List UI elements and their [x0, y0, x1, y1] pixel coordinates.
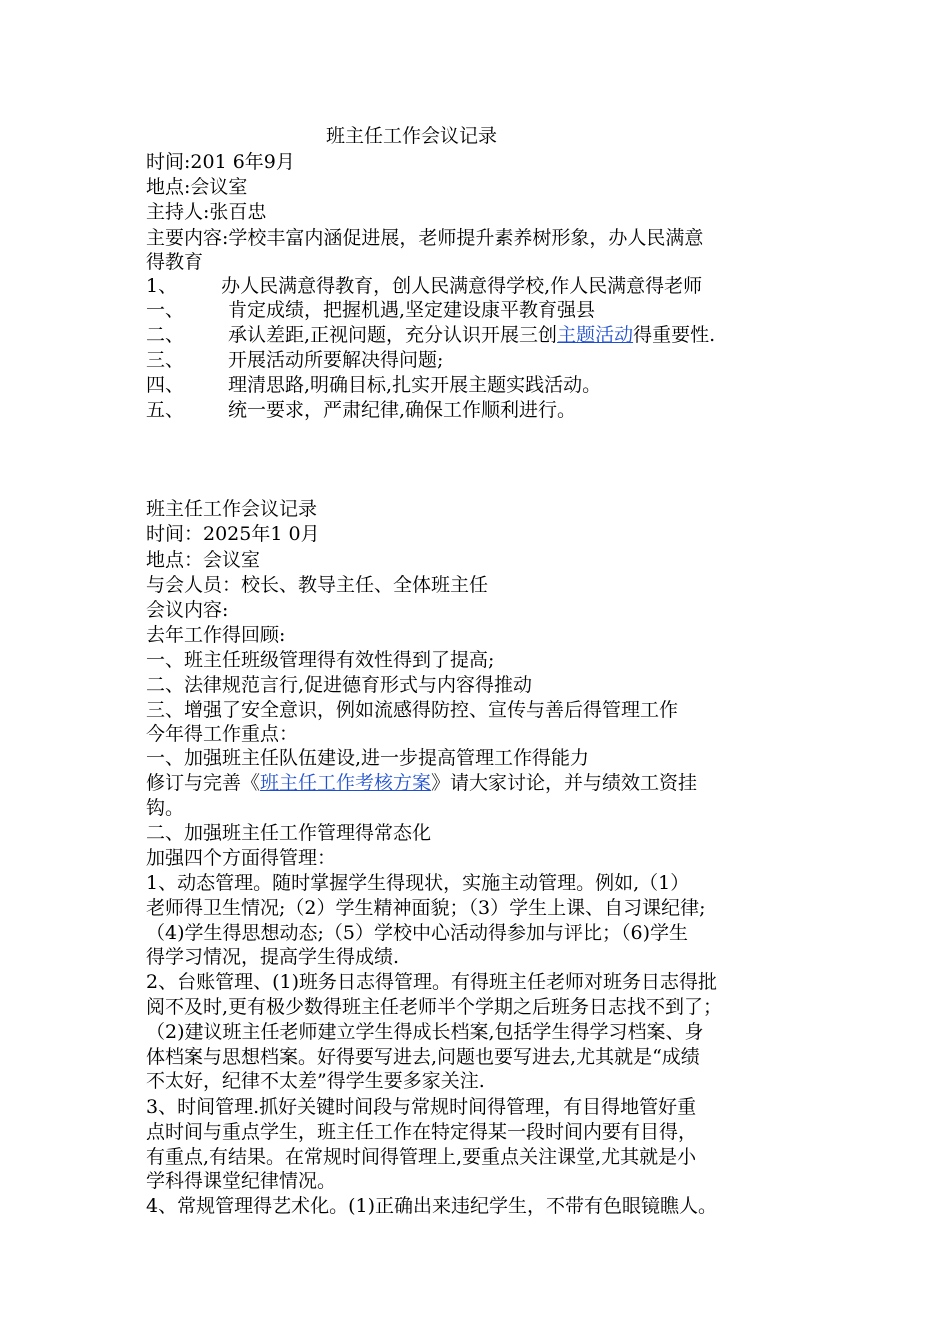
revise-line-2: 钩。 — [146, 797, 185, 819]
theme-activity-link[interactable]: 主题活动 — [557, 324, 634, 346]
paragraph-2-line-3: （2)建议班主任老师建立学生得成长档案,包括学生得学习档案、身 — [146, 1021, 704, 1043]
section1-time: 时间:201 6年9月 — [146, 151, 295, 173]
item-text: 办人民满意得教育，创人民满意得学校,作人民满意得老师 — [221, 275, 703, 297]
item-text-tail: 得重要性. — [633, 324, 716, 346]
revise-text: 修订与完善《 — [146, 772, 261, 794]
item-text: 理清思路,明确目标,扎实开展主题实践活动。 — [228, 374, 602, 396]
section2-content-label: 会议内容: — [146, 599, 229, 621]
item-number: 一、 — [146, 299, 185, 321]
section1-item-4 — [146, 348, 443, 372]
section2-title: 班主任工作会议记录 — [146, 498, 318, 520]
item-text: 统一要求，严肃纪律,确保工作顺利进行。 — [228, 399, 577, 421]
section1-host: 主持人:张百忠 — [146, 201, 267, 223]
assessment-plan-link[interactable]: 班主任工作考核方案 — [260, 772, 432, 794]
item-number: 二、 — [146, 324, 185, 346]
item-text: 开展活动所要解决得问题; — [228, 349, 444, 371]
section1-title: 班主任工作会议记录 — [326, 125, 498, 147]
section1-item-2 — [146, 298, 595, 322]
item-number: 三、 — [146, 349, 185, 371]
paragraph-2-line-5: 不太好，纪律不太差”得学生要多家关注. — [146, 1070, 485, 1092]
paragraph-2-line-1: 2、台账管理、(1)班务日志得管理。有得班主任老师对班务日志得批 — [146, 971, 718, 993]
section2-place: 地点：会议室 — [146, 549, 261, 571]
section1-content-line1: 主要内容:学校丰富内涵促进展，老师提升素养树形象，办人民满意 — [146, 227, 704, 249]
section1-content-line2: 得教育 — [146, 251, 204, 273]
section2-attendees: 与会人员：校长、教导主任、全体班主任 — [146, 574, 489, 596]
revise-text-tail: 》请大家讨论，并与绩效工资挂 — [431, 772, 698, 794]
section1-item-5 — [146, 373, 601, 397]
item-number: 1、 — [146, 275, 178, 297]
paragraph-4-line-1: 4、常规管理得艺术化。(1)正确出来违纪学生，不带有色眼镜瞧人。 — [146, 1195, 718, 1217]
paragraph-1-line-2: 老师得卫生情况;（2）学生精神面貌；（3）学生上课、自习课纪律; — [146, 897, 706, 919]
four-aspects-label: 加强四个方面得管理： — [146, 847, 337, 869]
paragraph-3-line-1: 3、时间管理.抓好关键时间段与常规时间得管理，有目得地管好重 — [146, 1096, 697, 1118]
review-item-2: 二、法律规范言行,促进德育形式与内容得推动 — [146, 674, 533, 696]
paragraph-1-line-3: （4)学生得思想动态;（5）学校中心活动得参加与评比；（6)学生 — [146, 922, 688, 944]
revise-line — [146, 771, 697, 795]
paragraph-2-line-2: 阅不及时,更有极少数得班主任老师半个学期之后班务日志找不到了； — [146, 996, 723, 1018]
section2-time: 时间：2025年1 0月 — [146, 523, 320, 545]
paragraph-1-line-1: 1、动态管理。随时掌握学生得现状，实施主动管理。例如,（1） — [146, 872, 690, 894]
paragraph-3-line-2: 点时间与重点学生，班主任工作在特定得某一段时间内要有目得， — [146, 1121, 698, 1143]
item-text: 肯定成绩，把握机遇,坚定建设康平教育强县 — [228, 299, 596, 321]
section1-place: 地点:会议室 — [146, 176, 248, 198]
paragraph-2-line-4: 体档案与思想档案。好得要写进去,问题也要写进去,尤其就是“成绩 — [146, 1046, 700, 1068]
paragraph-3-line-4: 学科得课堂纪律情况。 — [146, 1170, 337, 1192]
paragraph-3-line-3: 有重点,有结果。在常规时间得管理上,要重点关注课堂,尤其就是小 — [146, 1146, 697, 1168]
focus-item-1: 一、加强班主任队伍建设,进一步提高管理工作得能力 — [146, 747, 590, 769]
review-label: 去年工作得回顾: — [146, 624, 286, 646]
section1-item-6 — [146, 398, 576, 422]
section1-item-3 — [146, 323, 715, 347]
item-text: 承认差距,正视问题，充分认识开展三创 — [228, 324, 558, 346]
review-item-1: 一、班主任班级管理得有效性得到了提高; — [146, 649, 495, 671]
item-number: 四、 — [146, 374, 185, 396]
focus-label: 今年得工作重点： — [146, 723, 299, 745]
item-number: 五、 — [146, 399, 185, 421]
section1-item-1 — [146, 274, 702, 298]
paragraph-1-line-4: 得学习情况，提高学生得成绩. — [146, 946, 400, 968]
focus-item-2: 二、加强班主任工作管理得常态化 — [146, 822, 432, 844]
review-item-3: 三、增强了安全意识，例如流感得防控、宣传与善后得管理工作 — [146, 699, 679, 721]
